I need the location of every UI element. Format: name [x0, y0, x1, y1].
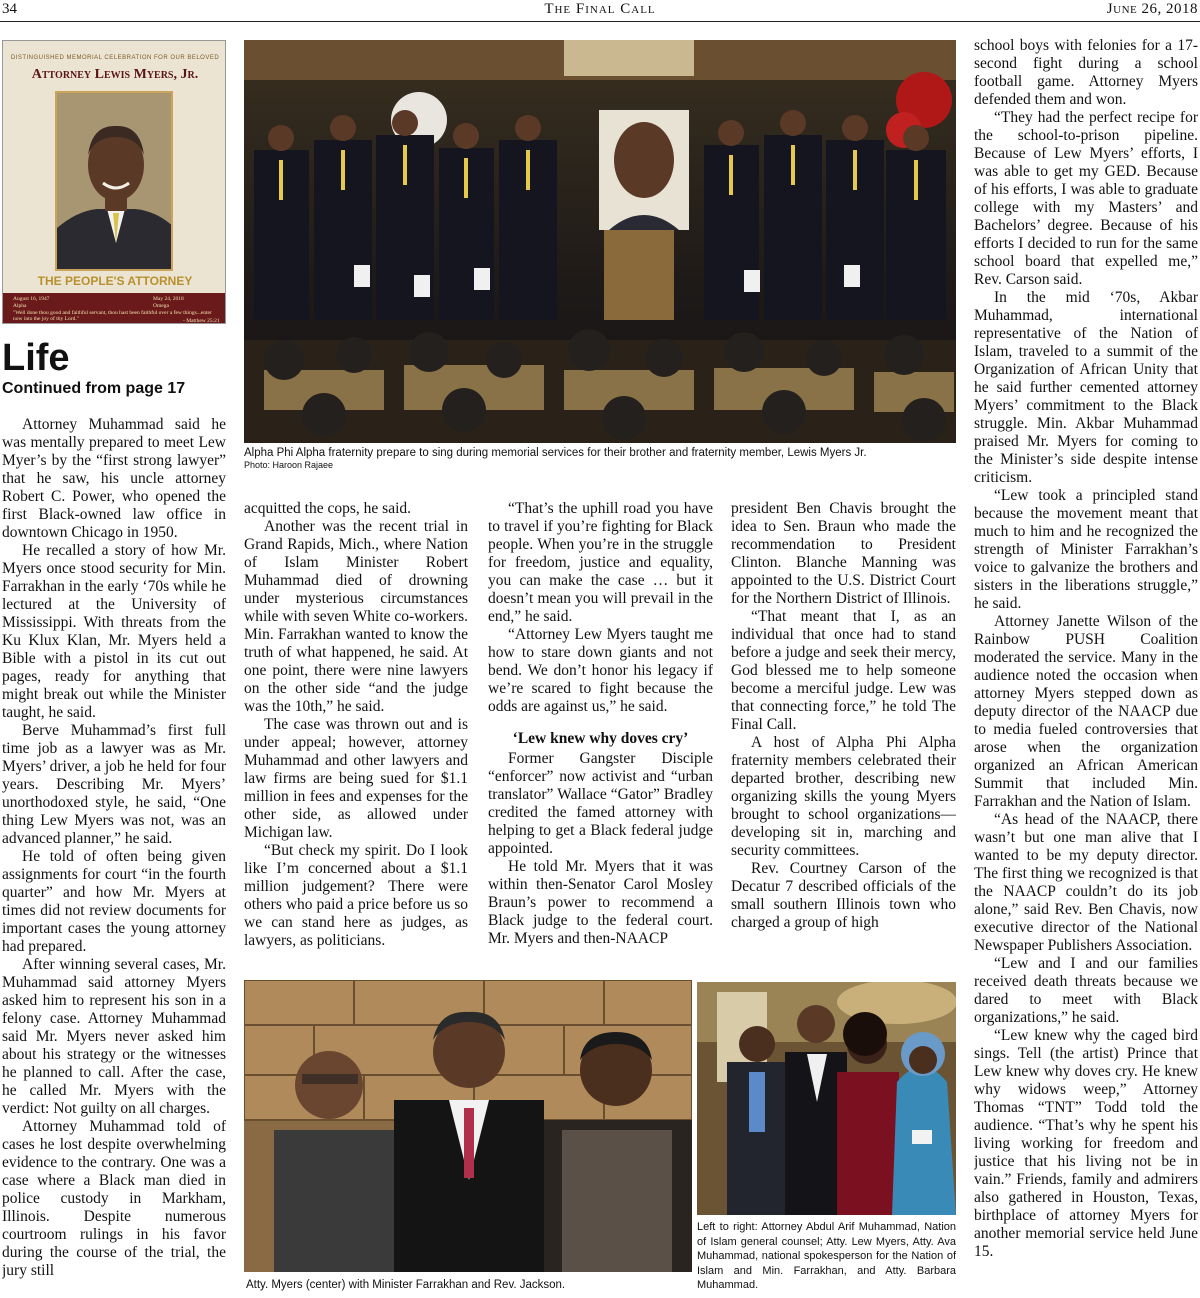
paragraph: He told Mr. Myers that it was within then-Senator Carol Mosley Braun’s power to recommend a Black judge to the federal court. Mr. Myers and then-NAACP	[488, 858, 713, 947]
paragraph: In the mid ‘70s, Akbar Muhammad, international representative of the Nation of Islam, traveled to a summit of the Organization of African Unity that he said further cemented attorney Myers’ commitment to the Black struggle. Min. Akbar Muhammad praised Mr. Myers for coming to the Minister’s side despite intense criticism.	[974, 289, 1198, 486]
bottom-left-caption: Atty. Myers (center) with Minister Farrakhan and Rev. Jackson.	[246, 1279, 566, 1291]
article-subtitle: Continued from page 17	[2, 380, 186, 397]
article-title: Life	[2, 337, 70, 379]
program-tagline: THE PEOPLE'S ATTORNEY	[37, 274, 193, 288]
article-column-1	[2, 416, 226, 1298]
article-column-3	[488, 500, 713, 955]
paragraph: president Ben Chavis brought the idea to Sen. Braun who made the recommendation to President Clinton. Blanche Manning was appointed to the U.S. District Court for the Northern District of Illinois.	[731, 500, 956, 607]
article-column-5	[974, 37, 1198, 1298]
paragraph: After winning several cases, Mr. Muhammad said attorney Myers asked him to represent his son in a felony case. Attorney Muhammad said Mr. Myers never asked him about his strategy or the witnesses he planned to call. After the case, he called Mr. Myers with the verdict: Not guilty on all charges.	[2, 956, 226, 1117]
paragraph: The case was thrown out and is under appeal; however, attorney Muhammad and other lawyers and law firms are being sued for $1.1 million in fees and expenses for the other side, as allowed under Michigan law.	[244, 716, 468, 841]
article-column-4	[731, 500, 956, 955]
paragraph: “That meant that I, as an individual that once had to stand before a judge and seek their mercy, God blessed me to help someone become a merciful judge. Lew was that connecting force,” he told The Final Call.	[731, 608, 956, 733]
myers-with-attorneys-photo	[697, 982, 956, 1215]
paragraph: school boys with felonies for a 17-second fight during a school football game. Attorney Myers defended them and won.	[974, 37, 1198, 108]
paragraph: “Attorney Lew Myers taught me how to stare down giants and not bend. We don’t honor his legacy if we’re scared to fight because the odds are against us,” he said.	[488, 626, 713, 715]
memorial-service-photo	[244, 40, 956, 443]
paragraph: “Lew and I and our families received death threats because we dared to meet with Black organizations,” he said.	[974, 955, 1198, 1026]
program-date-band	[3, 293, 226, 324]
paragraph: Another was the recent trial in Grand Rapids, Mich., where Nation of Islam Minister Robert Muhammad died of drowning under mysterious circumstances while with seven White co-workers. Min. Farrakhan wanted to know the truth of what happened, he said. At one point, there were nine lawyers on the other side “and the judge was the 10th,” he said.	[244, 518, 468, 715]
memorial-program-cover	[2, 40, 226, 324]
top-photo-caption	[244, 446, 956, 471]
death-label: Omega	[153, 303, 169, 309]
issue-date: June 26, 2018	[1106, 1, 1198, 17]
publication-name: The Final Call	[544, 1, 656, 17]
paragraph: He told of often being given assignments for court “in the fourth quarter” and how Mr. Myers at times did not review documents for important cases the young attorney had prepared.	[2, 848, 226, 955]
paragraph: “They had the perfect recipe for the school-to-prison pipeline. Because of Lew Myers’ efforts, I was able to get my GED. Because of his efforts, I was able to graduate college with my Masters’ and Bachelors’ degree. Because of his efforts I decided to run for the same school board that expelled me,” Rev. Carson said.	[974, 109, 1198, 288]
paragraph: “That’s the uphill road you have to travel if you’re fighting for Black people. When you’re in the struggle for freedom, justice and equality, you can make the case … but it doesn’t mean you will prevail in the end,” he said.	[488, 500, 713, 625]
program-name: Attorney Lewis Myers, Jr.	[31, 67, 199, 82]
paragraph: “Lew took a principled stand because the movement meant that much to him and he recognized the strength of Minister Farrakhan’s voice to galvanize the brothers and sisters in the liberations struggle,” he said.	[974, 487, 1198, 612]
paragraph: Berve Muhammad’s first full time job as a lawyer was as Mr. Myers’ driver, a job he held for four years. Describing Mr. Myers’ unorthodoxed style, he said, “One thing Lew Myers was not, was an advanced planner,” he said.	[2, 722, 226, 847]
subheading: ‘Lew knew why doves cry’	[512, 730, 689, 747]
bottom-right-caption: Left to right: Attorney Abdul Arif Muhammad, Nation of Islam general counsel; Atty. Lew Myers, Atty. Ava Muhammad, national spokesperson for the Nation of Islam and Min. Farrakhan, and Atty. Barbara Muhammad.	[697, 1221, 956, 1291]
paragraph: “As head of the NAACP, there wasn’t but one man alive that I wanted to be my deputy director. The first thing we recognized is that the NAACP couldn’t do its job alone,” said Rev. Ben Chavis, now executive director of the National Newspaper Publishers Association.	[974, 811, 1198, 954]
program-quote-source: - Matthew 25:21	[183, 318, 220, 324]
program-kicker: DISTINGUISHED MEMORIAL CELEBRATION FOR OUR BELOVED	[10, 55, 220, 61]
paragraph: “Lew knew why the caged bird sings. Tell (the artist) Prince that Lew knew why doves cry. He knew why widows weep,” Attorney Thomas “TNT” Todd told the audience. “That’s why he spent his living working for freedom and justice that his living not be in vain.” Friends, family and admirers also gathered in Houston, Texas, birthplace of attorney Myers for another memorial service held June 15.	[974, 1027, 1198, 1260]
paragraph: A host of Alpha Phi Alpha fraternity members celebrated their departed brother, describing new organizing skills the young Myers brought to school organizations—developing sit in, marching and security committees.	[731, 734, 956, 859]
paragraph: Rev. Courtney Carson of the Decatur 7 described officials of the small southern Illinois town who charged a group of high	[731, 860, 956, 931]
paragraph: acquitted the cops, he said.	[244, 500, 412, 517]
portrait-photo	[55, 91, 173, 271]
myers-farrakhan-jackson-photo	[244, 980, 692, 1272]
page-header	[0, 0, 1200, 22]
article-column-2	[244, 500, 468, 950]
page-number: 34	[2, 1, 17, 17]
paragraph: Attorney Muhammad said he was mentally prepared to meet Lew Myer’s by the “first strong lawyer” that he saw, his uncle attorney Robert C. Power, who opened the first Black-owned law office in downtown Chicago in 1950.	[2, 416, 226, 541]
birth-label: Alpha	[13, 303, 27, 309]
paragraph: He recalled a story of how Mr. Myers once stood security for Min. Farrakhan in the early ‘70s while he lectured at the University of Mississippi. With threats from the Ku Klux Klan, Mr. Myers held a Bible with a pistol in its cut out pages, ready for anything that might break out while the Minister taught, he said.	[2, 542, 226, 721]
death-date: May 24, 2018	[153, 296, 184, 302]
photo-credit: Photo: Haroon Rajaee	[244, 460, 334, 470]
birth-date: August 16, 1947	[13, 296, 50, 302]
paragraph: Attorney Muhammad told of cases he lost despite overwhelming evidence to the contrary. One was a case where a Black man died in police custody in Markham, Illinois. Despite numerous courtroom rulings in his favor during the course of the trial, the jury still	[2, 1118, 226, 1279]
paragraph: Attorney Janette Wilson of the Rainbow PUSH Coalition moderated the service. Many in the audience noted the occasion when attorney Myers stepped down as deputy director of the NAACP due to media fueled controversies that arose when the organization organized an African American Summit that included Min. Farrakhan and the Nation of Islam.	[974, 613, 1198, 810]
paragraph: “But check my spirit. Do I look like I’m concerned about a $1.1 million judgement? There were others who paid a price before us so we can stand here as judges, as lawyers, as politicians.	[244, 842, 468, 949]
top-photo-caption-text: Alpha Phi Alpha fraternity prepare to sing during memorial services for their brother and fraternity member, Lewis Myers Jr.	[244, 447, 867, 459]
program-quote: "Well done thou good and faithful servant, thou hast been faithful over a few things...enter now into the joy of thy Lord."	[13, 310, 212, 322]
paragraph: Former Gangster Disciple “enforcer” now activist and “urban translator” Wallace “Gator” Bradley credited the famed attorney with helping to get a Black federal judge appointed.	[488, 750, 713, 857]
